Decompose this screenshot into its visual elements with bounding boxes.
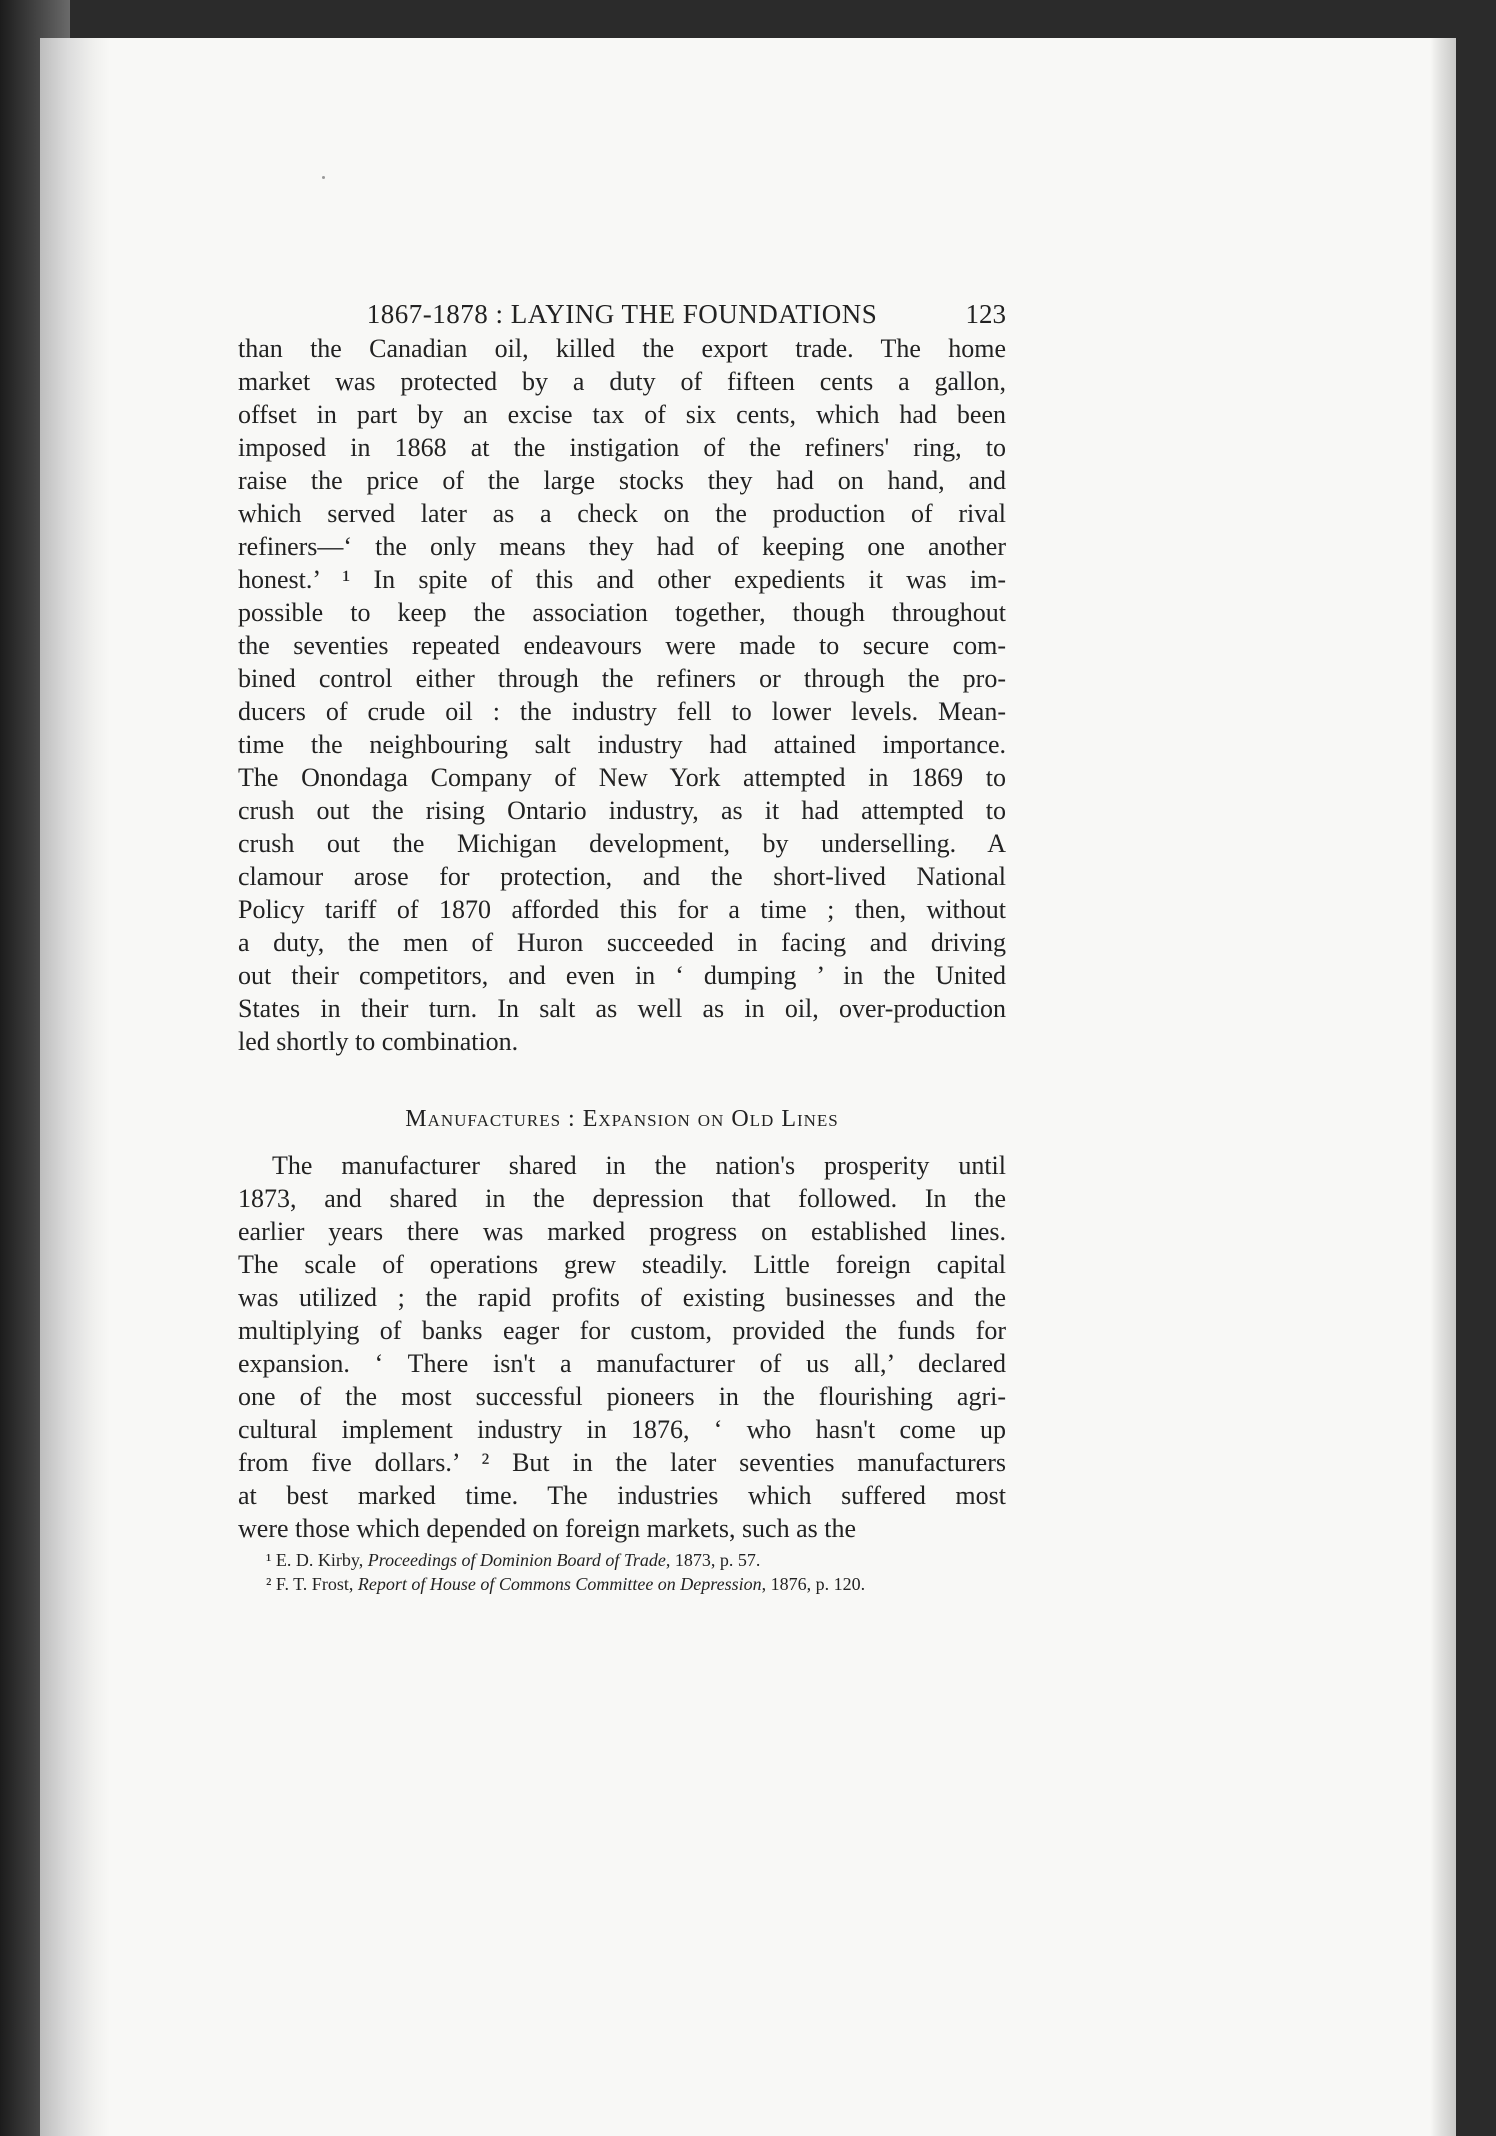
text-line: refiners—‘ the only means they had of keeping one another (238, 532, 1006, 561)
page-binding-shadow (40, 38, 110, 2136)
text-line: offset in part by an excise tax of six cents, which had been (238, 400, 1006, 429)
footnote-marker: ² (266, 1574, 272, 1594)
text-line: from five dollars.’ ² But in the later seventies manufacturers (238, 1448, 1006, 1477)
text-line: crush out the rising Ontario industry, as it had attempted to (238, 796, 1006, 825)
text-line: honest.’ ¹ In spite of this and other expedients it was im- (238, 565, 1006, 594)
text-line: cultural implement industry in 1876, ‘ who hasn't come up (238, 1415, 1006, 1444)
section-heading: Manufactures : Expansion on Old Lines (405, 1106, 839, 1132)
text-line: led shortly to combination. (238, 1027, 519, 1056)
text-line: 1873, and shared in the depression that followed. In the (238, 1184, 1006, 1213)
text-line: multiplying of banks eager for custom, provided the funds for (238, 1316, 1006, 1345)
text-line: The scale of operations grew steadily. Little foreign capital (238, 1250, 1006, 1279)
text-line: raise the price of the large stocks they had on hand, and (238, 466, 1006, 495)
text-line: were those which depended on foreign markets, such as the (238, 1514, 857, 1543)
footnote-title: Report of House of Commons Committee on Depression (357, 1574, 762, 1594)
running-head (238, 296, 1006, 332)
footnote-author: F. T. Frost, (275, 1574, 354, 1594)
text-line: market was protected by a duty of fifteen cents a gallon, (238, 367, 1006, 396)
text-line: the seventies repeated endeavours were made to secure com- (238, 631, 1006, 660)
text-line: Policy tariff of 1870 afforded this for a time ; then, without (238, 895, 1006, 924)
text-line: out their competitors, and even in ‘ dumping ’ in the United (238, 961, 1006, 990)
text-line: crush out the Michigan development, by underselling. A (238, 829, 1006, 858)
text-line: one of the most successful pioneers in the flourishing agri- (238, 1382, 1006, 1411)
footnote-marker: ¹ (266, 1550, 272, 1570)
footnote-citation: , 1873, p. 57. (665, 1550, 761, 1570)
text-line: bined control either through the refiners or through the pro- (238, 664, 1006, 693)
text-line: expansion. ‘ There isn't a manufacturer of us all,’ declared (238, 1349, 1006, 1378)
text-line: which served later as a check on the production of rival (238, 499, 1006, 528)
page-text-block (238, 296, 1006, 1596)
footnote-citation: , 1876, p. 120. (761, 1574, 866, 1594)
text-line: was utilized ; the rapid profits of existing businesses and the (238, 1283, 1006, 1312)
footnote-title: Proceedings of Dominion Board of Trade (367, 1550, 666, 1570)
text-line: a duty, the men of Huron succeeded in facing and driving (238, 928, 1006, 957)
text-line: imposed in 1868 at the instigation of the refiners' ring, to (238, 433, 1006, 462)
text-line: at best marked time. The industries which suffered most (238, 1481, 1006, 1510)
text-line: than the Canadian oil, killed the export trade. The home (238, 334, 1006, 363)
text-line: time the neighbouring salt industry had attained importance. (238, 730, 1006, 759)
page-number: 123 (965, 299, 1006, 329)
footnote (238, 1548, 1006, 1572)
text-line: The Onondaga Company of New York attempted in 1869 to (238, 763, 1006, 792)
page-edge-shadow (1430, 38, 1456, 2136)
dust-speck (322, 176, 325, 179)
text-line: States in their turn. In salt as well as in oil, over-production (238, 994, 1006, 1023)
text-line: clamour arose for protection, and the short-lived National (238, 862, 1006, 891)
paragraph-1 (238, 332, 1006, 1058)
footnotes (238, 1548, 1006, 1596)
text-line: possible to keep the association together, though throughout (238, 598, 1006, 627)
footnote-author: E. D. Kirby, (275, 1550, 364, 1570)
running-head-title: 1867-1878 : LAYING THE FOUNDATIONS (366, 299, 878, 329)
text-line: earlier years there was marked progress on established lines. (238, 1217, 1006, 1246)
paragraph-2 (238, 1149, 1006, 1545)
footnote (238, 1572, 1006, 1596)
text-line: ducers of crude oil : the industry fell to lower levels. Mean- (238, 697, 1006, 726)
text-line: The manufacturer shared in the nation's prosperity until (272, 1151, 1006, 1180)
